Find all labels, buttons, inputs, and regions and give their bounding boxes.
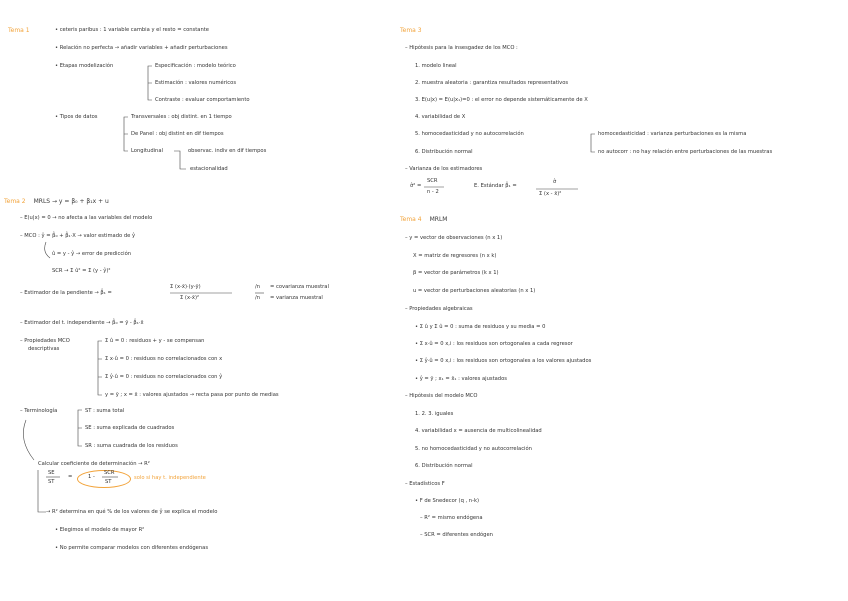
tema2-line-terminologia: – Terminología [20, 408, 58, 414]
bracket-tipos [124, 117, 128, 151]
tema1-line-relacion: • Relación no perfecta → añadir variables + añadir perturbaciones [55, 45, 228, 51]
tema4-line-propiedades: – Propiedades algebraicas [405, 306, 473, 312]
tema4-line-beta: β = vector de parámetros (k x 1) [413, 270, 499, 276]
tema4-hip-6: 6. Distribución normal [415, 463, 473, 469]
tema2-line-comparar: • No permite comparar modelos con diferentes endógenas [55, 545, 209, 551]
tema2-prop-4: y = ȳ ; x = x̄ : valores ajustados → recta pasa por punto de medias [105, 392, 279, 398]
tema2-n-num: /n [255, 284, 261, 290]
tema2-term-st: ST : suma total [85, 408, 125, 414]
tema1-line-longitudinal: Longitudinal [131, 148, 163, 154]
tema3-line-2: 2. muestra aleatoria : garantiza resultados representativos [415, 80, 569, 86]
tema1-line-panel: De Panel : obj distint en dif tiempos [131, 131, 224, 137]
tema4-prop-1: • Σ û y Σ û = 0 : suma de residuos y su media = 0 [415, 324, 546, 330]
tema1-line-transversales: Transversales : obj distint. en 1 tiempo [131, 114, 232, 120]
tema2-frac-st: ST [48, 479, 55, 485]
tema2-line-independiente: – Estimador del t. independiente → β̂₀ = ȳ - β̂₁·x̄ [20, 320, 144, 326]
tema3-homoced: homocedasticidad : varianza perturbaciones es la misma [598, 131, 747, 137]
tema2-frac-eq: = [68, 474, 73, 480]
tema4-line-estadisticos: – Estadísticos F [405, 481, 445, 487]
tema2-line-elegimos: • Elegimos el modelo de mayor R² [55, 527, 145, 533]
tema1-line-tipos: • Tipos de datos [55, 114, 98, 120]
tema2-line-error: û = y - ŷ → error de predicción [52, 251, 132, 257]
tema4-line-hipotesis: – Hipótesis del modelo MCO [405, 393, 478, 399]
tema2-prop-1: Σ û = 0 : residuos + y - se compensan [105, 338, 205, 344]
tema3-line-5: 5. homocedasticidad y no autocorrelación [415, 131, 524, 137]
tema2-line-pendiente: – Estimador de la pendiente → β̂₁ = [20, 290, 112, 296]
tema1-line-etapas: • Etapas modelización [55, 63, 114, 69]
tema4-hip-123: 1. 2. 3. iguales [415, 411, 454, 417]
curve-mco [45, 242, 50, 258]
bracket-homocedasticidad [591, 134, 595, 152]
tema3-estandar-den: Σ (x - x̄)² [539, 191, 562, 197]
tema2-term-se: SE : suma explicada de cuadrados [85, 425, 175, 431]
tema2-line-esperanza: – E(u|x) = 0 → no afecta a las variables del modelo [20, 215, 153, 221]
tema2-pendiente-den: Σ (x-x̄)² [180, 295, 200, 301]
tema3-line-4: 4. variabilidad de X [415, 114, 466, 120]
tema4-line-x: X = matriz de regresores (n x k) [413, 253, 497, 259]
tema2-subtitle: MRLS → y = β₀ + β₁x + u [33, 198, 109, 205]
tema4-r2: – R² = mismo endógena [420, 515, 483, 521]
tema2-term-sr: SR : suma cuadrada de los residuos [85, 443, 178, 449]
tema1-line-observac: observac. indiv en dif tiempos [188, 148, 267, 154]
line-r2 [38, 470, 46, 512]
tema2-line-scr: SCR → Σ û² = Σ (y - ŷ)² [52, 268, 111, 274]
bracket-propiedades [98, 341, 102, 395]
tema3-line-hipotesis: – Hipótesis para la insesgadez de los MCO : [405, 45, 518, 51]
tema2-n-den: /n [255, 295, 261, 301]
tema2-pendiente-num: Σ (x-x̄)·(y-ȳ) [170, 284, 201, 290]
tema2-title-text: Tema 2 [4, 198, 26, 205]
tema2-frac-scr: SCR [104, 470, 115, 476]
tema4-hip-4: 4. variabilidad x = ausencia de multicolinealidad [415, 428, 542, 434]
tema2-line-r2: Calcular coeficiente de determinación → R² [38, 461, 150, 467]
tema2-line-descriptivas: descriptivas [28, 346, 60, 352]
tema4-title [400, 216, 447, 223]
tema3-estandar-num: σ̂ [553, 179, 557, 185]
tema4-line-y: – y = vector de observaciones (n x 1) [405, 235, 503, 241]
tema2-prop-3: Σ ŷ·û = 0 : residuos no correlacionados con ŷ [105, 374, 223, 380]
tema2-frac-se: SE [48, 470, 55, 476]
tema4-title-text: Tema 4 [400, 216, 422, 223]
tema3-scr-num: SCR [427, 178, 438, 184]
tema1-title: Tema 1 [8, 27, 30, 34]
tema2-solo-si: solo si hay t. independiente [134, 475, 206, 481]
tema3-line-3: 3. E(u|x) = E(u|x₁)=0 : el error no depende sistemáticamente de X [415, 97, 588, 103]
tema4-snedecor: • F de Snedecor (q , n-k) [415, 498, 479, 504]
tema3-estandar: E. Estándar β̂₁ = [474, 183, 517, 189]
tema2-varianza: = varianza muestral [270, 295, 323, 301]
arrow-estacionalidad [174, 151, 186, 169]
tema1-line-estimacion: Estimación : valores numéricos [155, 80, 237, 86]
tema2-line-propiedades: – Propiedades MCO [20, 338, 70, 344]
tema2-frac-one-minus: 1 - [88, 474, 95, 480]
tema1-line-contraste: Contraste : evaluar comportamiento [155, 97, 250, 103]
tema4-subtitle: MRLM [429, 216, 448, 223]
tema1-line-especificacion: Especificación : modelo teórico [155, 63, 236, 69]
tema1-line-estacionalidad: estacionalidad [190, 166, 228, 172]
tema3-n2-den: n - 2 [427, 189, 439, 195]
tema2-frac-st2: ST [105, 479, 112, 485]
tema4-prop-4: • ŷ = ȳ ; x₁ = x̄₁ : valores ajustados [415, 376, 507, 382]
tema3-line-varianza: – Varianza de los estimadores [405, 166, 483, 172]
tema4-prop-2: • Σ x·û = 0 x,i : los residuos son ortogonales a cada regresor [415, 341, 573, 347]
tema3-line-1: 1. modelo lineal [415, 63, 457, 69]
tema4-prop-3: • Σ ŷ·û = 0 x,i : los residuos son ortogonales a los valores ajustados [415, 358, 592, 364]
tema3-noautocorr: no autocorr : no hay relación entre perturbaciones de las muestras [598, 149, 773, 155]
tema2-line-mco: – MCO : ŷ = β̂₀ + β̂₁·X → valor estimado de ŷ [20, 233, 136, 239]
tema3-line-6: 6. Distribución normal [415, 149, 473, 155]
tema4-line-u: u = vector de perturbaciones aleatorias (n x 1) [413, 288, 536, 294]
bracket-etapas [148, 66, 152, 100]
tema1-line-ceteris: • ceteris paribus : 1 variable cambia y el resto = constante [55, 27, 209, 33]
tema3-title: Tema 3 [400, 27, 422, 34]
tema2-covarianza: = covarianza muestral [270, 284, 329, 290]
tema4-hip-5: 5. no homocedasticidad y no autocorrelación [415, 446, 532, 452]
bracket-terminologia [78, 410, 82, 446]
tema2-line-r2-determina: → R² determina en qué % de los valores de ŷ se explica el modelo [46, 509, 218, 515]
tema2-prop-2: Σ x·û = 0 : residuos no correlacionados con x [105, 356, 223, 362]
tema3-sigma: σ̂² = [410, 183, 422, 189]
curve-terminologia [23, 420, 34, 460]
tema4-scr: – SCR = diferentes endógen [420, 532, 493, 538]
tema2-title [4, 198, 109, 205]
